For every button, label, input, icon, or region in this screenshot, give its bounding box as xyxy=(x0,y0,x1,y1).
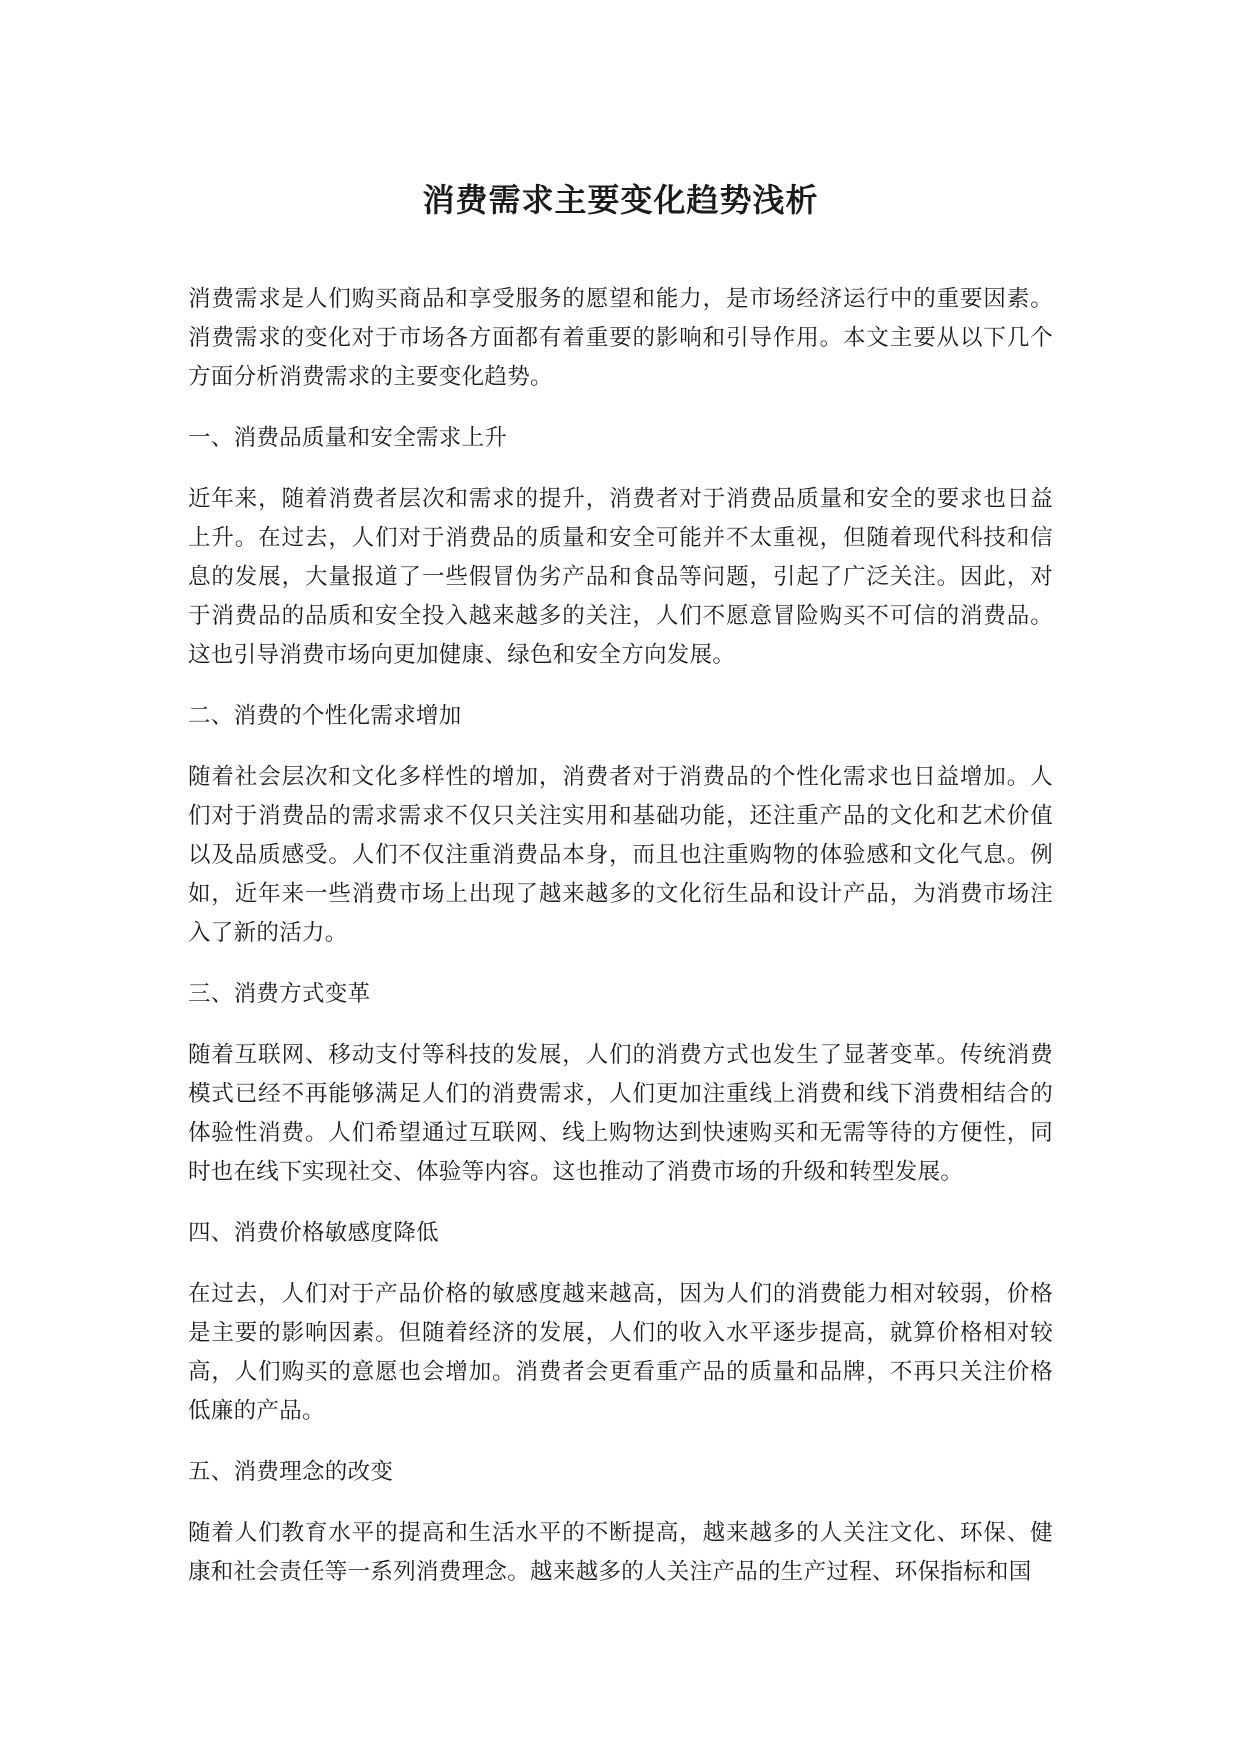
document-body xyxy=(188,280,1053,1614)
section-paragraph-5: 随着人们教育水平的提高和生活水平的不断提高，越来越多的人关注文化、环保、健康和社会责任等一系列消费理念。越来越多的人关注产品的生产过程、环保指标和国 xyxy=(188,1520,1053,1585)
section-paragraph-4: 在过去，人们对于产品价格的敏感度越来越高，因为人们的消费能力相对较弱，价格是主要的影响因素。但随着经济的发展，人们的收入水平逐步提高，就算价格相对较高，人们购买的意愿也会增加。消费者会更看重产品的质量和品牌，不再只关注价格低廉的产品。 xyxy=(188,1281,1053,1424)
section-heading-1: 一、消费品质量和安全需求上升 xyxy=(188,425,508,451)
section-heading-5: 五、消费理念的改变 xyxy=(188,1459,394,1485)
section-paragraph-1: 近年来，随着消费者层次和需求的提升，消费者对于消费品质量和安全的要求也日益上升。在过去，人们对于消费品的质量和安全可能并不太重视，但随着现代科技和信息的发展，大量报道了一些假冒伪劣产品和食品等问题，引起了广泛关注。因此，对于消费品的品质和安全投入越来越多的关注，人们不愿意冒险购买不可信的消费品。这也引导消费市场向更加健康、绿色和安全方向发展。 xyxy=(188,486,1053,668)
section-paragraph-3: 随着互联网、移动支付等科技的发展，人们的消费方式也发生了显著变革。传统消费模式已经不再能够满足人们的消费需求，人们更加注重线上消费和线下消费相结合的体验性消费。人们希望通过互联网、线上购物达到快速购买和无需等待的方便性，同时也在线下实现社交、体验等内容。这也推动了消费市场的升级和转型发展。 xyxy=(188,1042,1053,1185)
section-heading-4: 四、消费价格敏感度降低 xyxy=(188,1220,439,1246)
section-heading-2: 二、消费的个性化需求增加 xyxy=(188,703,462,729)
intro-paragraph: 消费需求是人们购买商品和享受服务的愿望和能力，是市场经济运行中的重要因素。消费需求的变化对于市场各方面都有着重要的影响和引导作用。本文主要从以下几个方面分析消费需求的主要变化趋势。 xyxy=(188,286,1053,390)
section-heading-3: 三、消费方式变革 xyxy=(188,981,371,1007)
document-title: 消费需求主要变化趋势浅析 xyxy=(422,181,819,219)
section-paragraph-2: 随着社会层次和文化多样性的增加，消费者对于消费品的个性化需求也日益增加。人们对于消费品的需求需求不仅只关注实用和基础功能，还注重产品的文化和艺术价值以及品质感受。人们不仅注重消费品本身，而且也注重购物的体验感和文化气息。例如，近年来一些消费市场上出现了越来越多的文化衍生品和设计产品，为消费市场注入了新的活力。 xyxy=(188,764,1053,946)
